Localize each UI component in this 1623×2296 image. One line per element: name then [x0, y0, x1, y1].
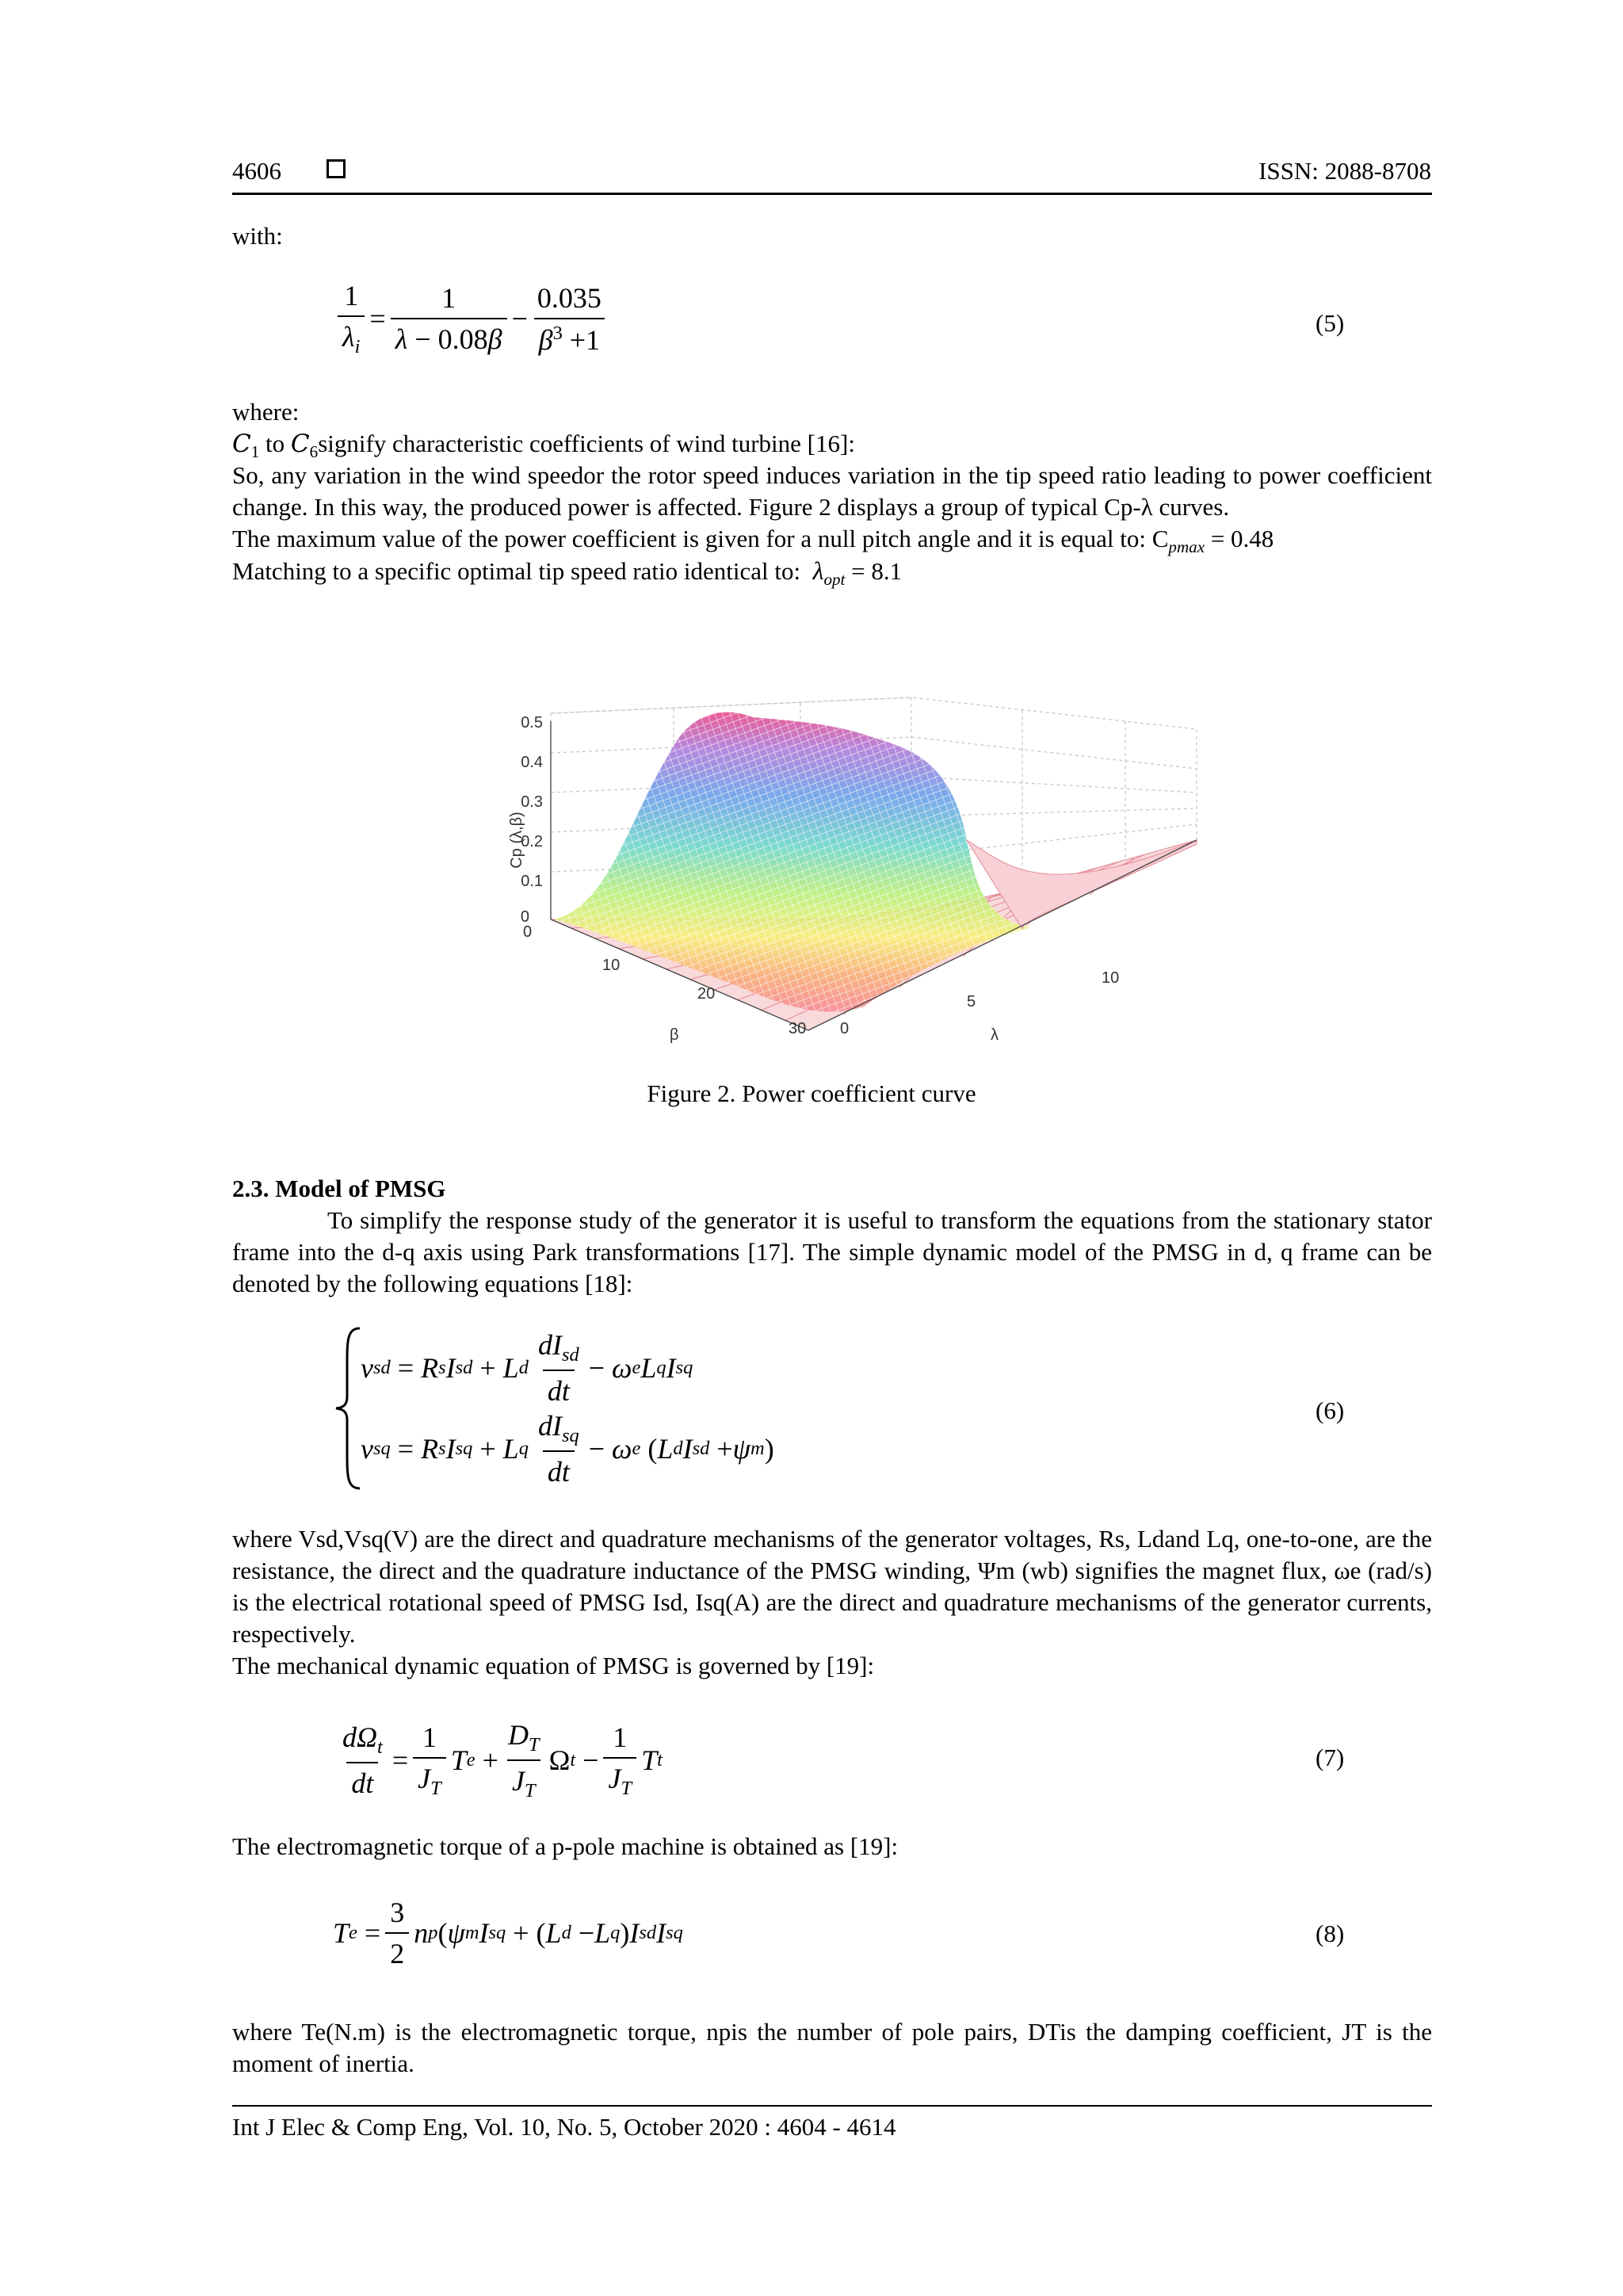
figure-2 [468, 682, 1228, 1054]
page-number: 4606 [232, 157, 281, 185]
where-label: where: [232, 398, 300, 426]
figure-2-caption: Figure 2. Power coefficient curve [647, 1079, 976, 1107]
beta-tick: 0 [523, 923, 533, 941]
section-paragraph-definitions: where Te(N.m) is the electromagnetic torque, npis the number of pole pairs, DTis the damping coefficient, JT is the moment of inertia. [232, 2018, 1432, 2077]
eq8-number: (8) [1316, 1920, 1345, 1947]
z-tick: 0.3 [521, 793, 543, 811]
header-rule [232, 193, 1432, 195]
beta-tick: 20 [697, 985, 716, 1003]
section-paragraph-mechanical: The mechanical dynamic equation of PMSG is governed by [19]: [232, 1652, 875, 1679]
equation-7: $\frac{d\Omega_t}{dt}$ = $\frac{1}{J_T}$ T e + $\frac{D_T}{J_T}$ Ω t − $\frac{1}{J_T}$ T t [342, 1719, 663, 1802]
footer-rule [232, 2105, 1432, 2107]
z-tick: 0 [520, 908, 529, 926]
surface-hill [555, 712, 1197, 1012]
eq5-number: (5) [1316, 309, 1345, 337]
eq6-number: (6) [1316, 1396, 1345, 1424]
paragraph-max-cp: The maximum value of the power coefficient is given for a null pitch angle and it is equal to: $C_{pmax} = 0.48$ [232, 525, 1274, 557]
z-tick: 0.2 [521, 833, 543, 850]
beta-axis-label: β [670, 1026, 679, 1044]
section-paragraph-variables: where Vsd,Vsq(V) are the direct and quadrature mechanisms of the generator voltages, Rs, Ldand Lq, one-to-one, are the resistance, the direct and the quadrature inductance of the PMSG winding, Ψm (wb) signifies the magnet flux, ωe (rad/s) is the electrical rotational speed of PMSG Isd, Isq(A) are the direct and quadrature mechanisms of the generator currents, respectively. [232, 1525, 1432, 1648]
coefficients-line: $C_1$ to $C_6signify$ characteristic coefficients of wind turbine [16]: [232, 430, 855, 462]
journal-issn: ISSN: 2088-8708 [1258, 157, 1431, 185]
z-axis [508, 714, 551, 926]
z-axis-label: Cp (λ,β) [508, 812, 525, 869]
paragraph-variation: So, any variation in the wind speedor the rotor speed induces variation in the tip speed ratio leading to power coefficient change. In this way, the produced power is affected. Figure 2 displays a group of typical Cp-λ curves. [232, 461, 1432, 521]
z-tick: 0.4 [521, 754, 543, 771]
beta-tick: 10 [602, 957, 621, 974]
eq7-number: (7) [1316, 1744, 1345, 1771]
beta-tick: 30 [789, 1020, 807, 1037]
z-tick: 0.1 [521, 873, 543, 890]
lambda-tick: 5 [967, 993, 976, 1010]
lambda-tick: 0 [840, 1020, 850, 1037]
section-paragraph-intro: To simplify the response study of the generator it is useful to transform the equations from the stationary stator frame into the d-q axis using Park transformations [17]. The simple dynamic model of the PMSG in d, q frame can be denoted by the following equations [18]: [232, 1206, 1432, 1297]
checkbox-bullet-icon [327, 159, 346, 178]
section-heading: 2.3. Model of PMSG [232, 1175, 446, 1202]
z-tick: 0.5 [521, 714, 543, 732]
equation-6-brace [333, 1325, 365, 1492]
equation-5: $\frac{1}{\lambda_i}$ = $\frac{1}{\lambda - 0.08\beta}$ − $\frac{0.035}{\beta^3 +1}$ [333, 279, 611, 358]
equation-6-line-2: v sq = R s I sq + L q $\frac{dI_{sq}}{dt}$ − ω e ( L d I sd + ψ m ) [361, 1410, 774, 1488]
footer-citation: Int J Elec & Comp Eng, Vol. 10, No. 5, October 2020 : 4604 - 4614 [232, 2113, 896, 2141]
paragraph-lambda-opt: Matching to a specific optimal tip speed ratio identical to: $\lambda_{opt} = 8.1$ [232, 556, 903, 590]
lambda-tick: 10 [1102, 969, 1120, 987]
equation-6-line-1: v sd = R s I sd + L d $\frac{dI_{sd}}{dt}$ − ω e L q I sq [361, 1329, 693, 1408]
lambda-axis-label: λ [991, 1026, 999, 1044]
power-coefficient-surface [468, 682, 1228, 1054]
with-label: with: [232, 222, 283, 250]
equation-8: T e = $\frac{3}{2}$ n p ( ψ m I sq + ( L d − L q ) I sd I sq [333, 1897, 683, 1969]
section-paragraph-torque: The electromagnetic torque of a p-pole machine is obtained as [19]: [232, 1832, 899, 1860]
